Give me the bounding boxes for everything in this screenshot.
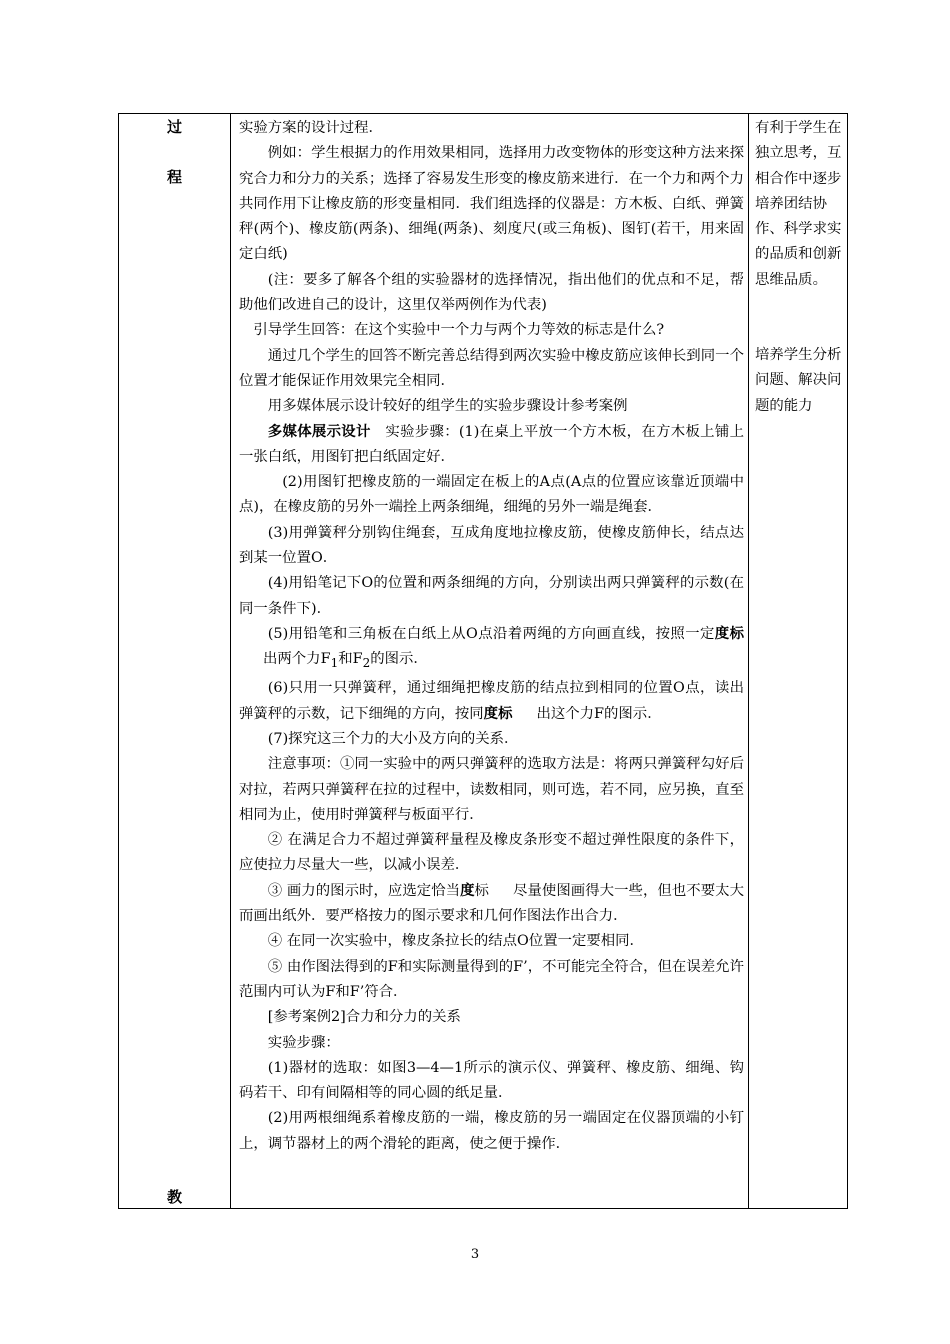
paragraph: (2)用两根细绳系着橡皮筋的一端，橡皮筋的另一端固定在仪器顶端的小钉上，调节器材上的两个滑轮的距离，使之便于操作． — [239, 1110, 744, 1152]
note: 有利于学生在独立思考，互相合作中逐步培养团结协作、科学求实的品质和创新思维品质。 — [755, 120, 842, 288]
paragraph: (注：要多了解各个组的实验器材的选择情况，指出他们的优点和不足，帮助他们改进自己的设计，这里仅举两例作为代表) — [239, 271, 744, 314]
paragraph-text: 的图示． — [370, 651, 428, 668]
design-intent-column — [749, 114, 848, 1209]
table-row — [119, 114, 848, 1209]
subscript: 1 — [330, 656, 339, 671]
paragraph: ④ 在同一次实验中，橡皮条拉长的结点O位置一定要相同． — [267, 933, 644, 950]
paragraph: (4)用铅笔记下O的位置和两条细绳的方向，分别读出两只弹簧秤的示数(在同一条件下)． — [239, 575, 744, 617]
paragraph: 注意事项：①同一实验中的两只弹簧秤的选取方法是：将两只弹簧秤勾好后对拉，若两只弹簧秤在拉的过程中，读数相同，则可选，若不同，应另换，直至相同为止，使用时弹簧秤与板面平行． — [239, 756, 744, 823]
bold-heading: 多媒体展示设计 — [267, 423, 371, 440]
paragraph — [239, 622, 744, 676]
paragraph: 通过几个学生的回答不断完善总结得到两次实验中橡皮筋应该伸长到同一个位置才能保证作用效果完全相同． — [239, 347, 744, 389]
paragraph — [239, 420, 744, 471]
paragraph-text: 标 — [474, 882, 489, 899]
paragraph: ② 在满足合力不超过弹簧秤量程及橡皮条形变不超过弹性限度的条件下，应使拉力尽量大一些，以减小误差． — [239, 832, 744, 874]
paragraph-text: 实验步骤：(1)在桌上平放一个方木板，在方木板上铺上一张白纸，用图钉把白纸固定好． — [239, 423, 744, 465]
paragraph-text: 出这个力F的图示． — [536, 705, 662, 722]
paragraph: 用多媒体展示设计较好的组学生的实验步骤设计参考案例 — [267, 398, 628, 415]
paragraph-text: (6)只用一只弹簧秤，通过细绳把橡皮筋的结点拉到相同的位置O点，读出弹簧秤的示数，记下细绳的方向，按同 — [239, 680, 744, 722]
bold-char: 度 — [460, 882, 475, 899]
paragraph-text: 和F — [338, 651, 363, 668]
paragraph-text: 尽量使图画得大一些，但也不要太大而画出纸外．要严格按力的图示要求和几何作图法作出合力． — [239, 882, 744, 925]
paragraph — [239, 676, 744, 727]
paragraph: 实验方案的设计过程． — [239, 120, 383, 136]
stage-label-cheng: 程 — [166, 168, 182, 186]
paragraph — [239, 879, 744, 930]
paragraph-text: 出两个力F — [263, 651, 331, 668]
paragraph: (2)用图钉把橡皮筋的一端固定在板上的A点(A点的位置应该靠近顶端中点)，在橡皮筋的另外一端拴上两条细绳，细绳的另外一端是绳套． — [239, 474, 744, 516]
paragraph: (3)用弹簧秤分别钩住绳套，互成角度地拉橡皮筋，使橡皮筋伸长，结点达到某一位置O． — [239, 524, 744, 567]
bold-char: 度 — [483, 705, 499, 722]
paragraph-text: ③ 画力的图示时，应选定恰当 — [267, 882, 461, 899]
subscript: 2 — [362, 656, 371, 671]
paragraph: (1)器材的选取：如图3—4—1所示的演示仪、弹簧秤、橡皮筋、细绳、钩码若干、印有间隔相等的同心圆的纸足量． — [239, 1059, 744, 1102]
page-number: 3 — [470, 1247, 480, 1262]
paragraph: ⑤ 由作图法得到的F和实际测量得到的F’，不可能完全符合，但在误差允许范围内可认为F和F’符合． — [239, 958, 744, 1000]
lesson-plan-table — [118, 113, 848, 1209]
stage-label-jiao: 教 — [166, 1188, 182, 1206]
teaching-content — [231, 114, 748, 1157]
note: 培养学生分析问题、解决问题的能力 — [755, 347, 842, 414]
stage-label-guo: 过 — [166, 118, 182, 136]
bold-char: 标 — [729, 625, 744, 642]
paragraph: (7)探究这三个力的大小及方向的关系． — [267, 731, 519, 747]
teaching-content-column — [231, 114, 749, 1209]
paragraph-text: (5)用铅笔和三角板在白纸上从O点沿着两绳的方向画直线，按照一定 — [267, 625, 715, 642]
bold-char: 度 — [714, 625, 730, 642]
paragraph: [参考案例2]合力和分力的关系 — [267, 1009, 461, 1026]
bold-char: 标 — [498, 705, 513, 722]
paragraph: 引导学生回答：在这个实验中一个力与两个力等效的标志是什么? — [253, 322, 665, 339]
paragraph: 实验步骤： — [267, 1034, 340, 1051]
design-intent-notes — [749, 114, 847, 419]
paragraph: 例如：学生根据力的作用效果相同，选择用力改变物体的形变这种方法来探究合力和分力的关系；选择了容易发生形变的橡皮筋来进行．在一个力和两个力共同作用下让橡皮筋的形变量相同．我们组选择的仪器是：方木板、白纸、弹簧秤(两个)、橡皮筋(两条)、细绳(两条)、刻度尺(或三角板)、图钉(若干，用来固定白纸) — [239, 145, 744, 263]
stage-column — [119, 114, 231, 1209]
